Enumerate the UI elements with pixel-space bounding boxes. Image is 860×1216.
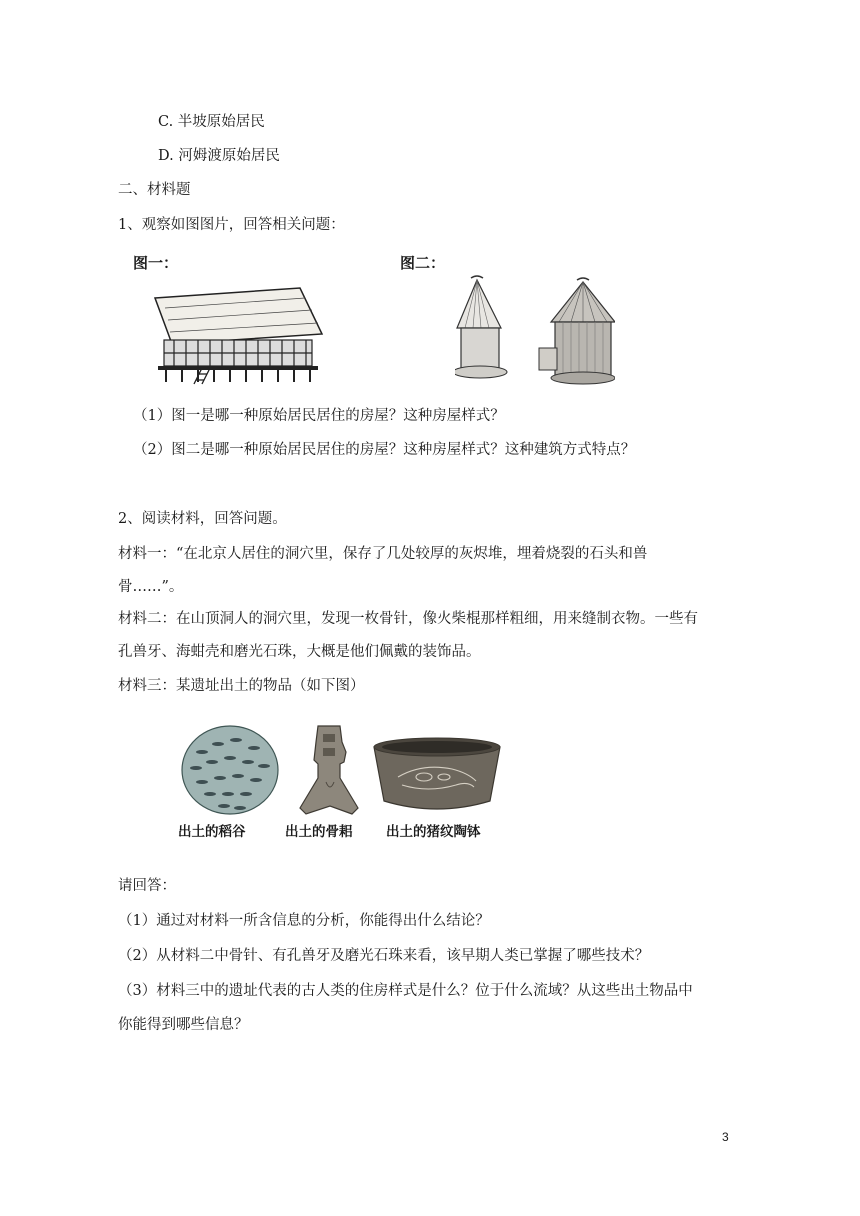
page-number: 3 <box>722 1130 729 1144</box>
question-1-sub-2: （2）图二是哪一种原始居民居住的房屋？这种房屋样式？这种建筑方式特点？ <box>133 442 636 458</box>
material-3: 材料三：某遗址出土的物品（如下图） <box>118 678 365 694</box>
rice-grain-image <box>180 724 280 816</box>
option-d: D. 河姆渡原始居民 <box>158 148 280 164</box>
question-1-sub-1: （1）图一是哪一种原始居民居住的房屋？这种房屋样式？ <box>133 408 505 424</box>
round-huts-image <box>455 272 615 386</box>
question-2-sub-1: （1）通过对材料一所含信息的分析，你能得出什么结论？ <box>118 913 490 929</box>
figure-2-label: 图二： <box>400 254 446 272</box>
question-2-sub-3-line-2: 你能得到哪些信息？ <box>118 1017 249 1033</box>
section-heading: 二、材料题 <box>118 182 191 198</box>
answer-prompt: 请回答： <box>118 878 176 894</box>
material-2-line-1: 材料二：在山顶洞人的洞穴里，发现一枚骨针，像火柴棍那样粗细，用来缝制衣物。一些有 <box>118 611 698 627</box>
option-c: C. 半坡原始居民 <box>158 114 265 130</box>
caption-bone-spade: 出土的骨耜 <box>285 824 353 840</box>
question-2-sub-2: （2）从材料二中骨针、有孔兽牙及磨光石珠来看，该早期人类已掌握了哪些技术？ <box>118 948 650 964</box>
caption-rice-grain: 出土的稻谷 <box>178 824 246 840</box>
material-1-line-2: 骨……”。 <box>118 579 184 595</box>
stilt-house-image <box>150 278 325 386</box>
pig-pattern-pottery-image <box>372 735 502 815</box>
material-1-line-1: 材料一：“在北京人居住的洞穴里，保存了几处较厚的灰烬堆，埋着烧裂的石头和兽 <box>118 546 648 562</box>
question-2-stem: 2、阅读材料，回答问题。 <box>118 511 287 527</box>
material-2-line-2: 孔兽牙、海蚶壳和磨光石珠，大概是他们佩戴的装饰品。 <box>118 644 481 660</box>
bone-spade-image <box>296 722 364 818</box>
caption-pig-pattern-pottery: 出土的猪纹陶钵 <box>386 824 481 840</box>
question-2-sub-3-line-1: （3）材料三中的遗址代表的古人类的住房样式是什么？位于什么流域？从这些出土物品中 <box>118 983 693 999</box>
figure-1-label: 图一： <box>133 254 179 272</box>
question-1-stem: 1、观察如图图片，回答相关问题： <box>118 217 345 233</box>
